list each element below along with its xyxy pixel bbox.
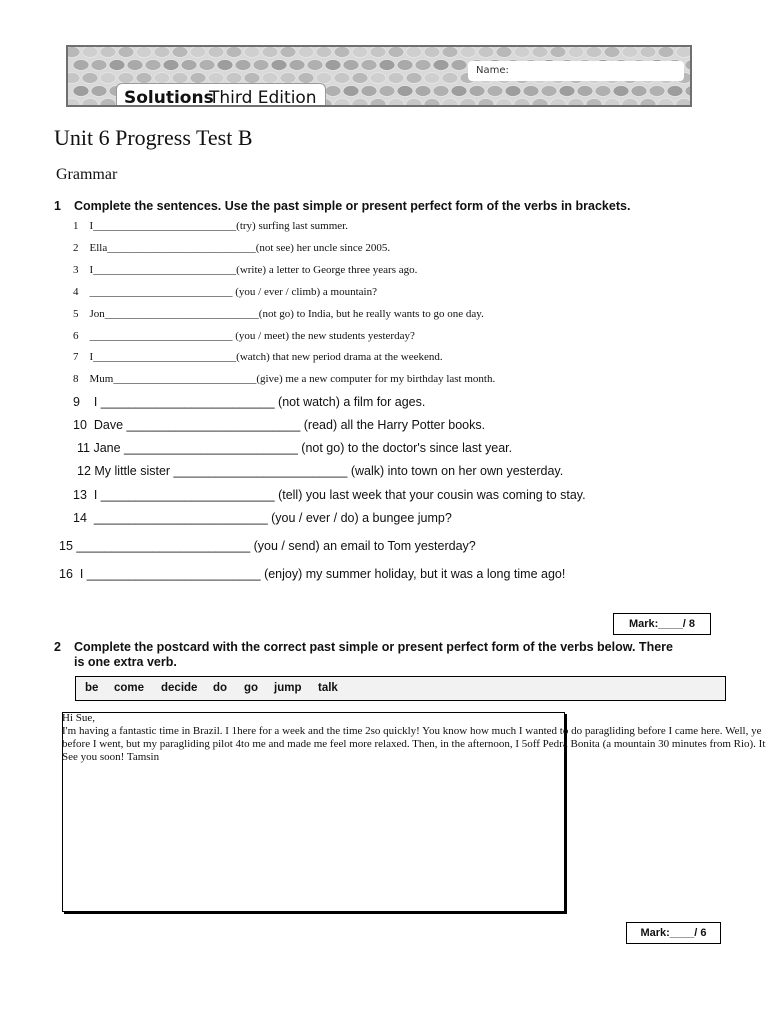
name-label: Name:	[476, 65, 509, 76]
verb-come: come	[114, 682, 145, 694]
brand-name: Solutions	[124, 88, 214, 107]
name-field[interactable]	[468, 61, 684, 81]
q1-item-7: 7 I__________________________(watch) that new period drama at the weekend.	[73, 351, 443, 363]
verb-be: be	[85, 682, 99, 694]
verb-jump: jump	[274, 682, 302, 694]
q1-mark-box: Mark:____/ 8	[613, 613, 711, 635]
q1-item-11: 11 Jane _________________________ (not go) to the doctor's since last year.	[77, 441, 513, 455]
q1-item-6: 6 __________________________ (you / meet) the new students yesterday?	[73, 330, 415, 342]
q1-item-13: 13 I _________________________ (tell) you last week that your cousin was coming to stay.	[73, 488, 586, 502]
verb-talk: talk	[318, 682, 338, 694]
postcard-signoff: See you soon! Tamsin	[62, 751, 160, 763]
edition-label: Third Edition	[209, 88, 317, 107]
section-title: Grammar	[56, 166, 118, 183]
verb-bank	[75, 676, 726, 701]
q1-item-14: 14 _________________________ (you / ever / do) a bungee jump?	[73, 511, 452, 525]
q2-instruction-line1: Complete the postcard with the correct past simple or present perfect form of the verbs below. There	[74, 640, 673, 654]
q2-mark-box: Mark:____/ 6	[626, 922, 721, 944]
postcard-line-3: before I went, but my paragliding pilot 4to me and made me feel more relaxed. Then, in the afternoon, I 5off Pedra Bonita (a mountain 30 minutes from Rio). It	[62, 738, 766, 750]
verb-do: do	[213, 682, 228, 694]
verb-go: go	[244, 682, 259, 694]
q1-instruction: Complete the sentences. Use the past simple or present perfect form of the verbs in brackets.	[74, 199, 631, 213]
q1-item-1: 1 I__________________________(try) surfing last summer.	[73, 220, 348, 232]
q2-number: 2	[54, 640, 61, 654]
q1-item-5: 5 Jon____________________________(not go) to India, but he really wants to go one day.	[73, 308, 484, 320]
q1-item-16: 16 I _________________________ (enjoy) my summer holiday, but it was a long time ago!	[59, 567, 566, 581]
q1-item-3: 3 I__________________________(write) a letter to George three years ago.	[73, 264, 418, 276]
q2-instruction-line2: is one extra verb.	[74, 655, 177, 669]
q1-item-9: 9 I _________________________ (not watch) a film for ages.	[73, 395, 426, 409]
postcard-line-2: I'm having a fantastic time in Brazil. I 1here for a week and the time 2so quickly! You know how much I wanted to do paragliding before I came here. Well, ye	[62, 725, 762, 737]
q1-item-4: 4 __________________________ (you / ever / climb) a mountain?	[73, 286, 377, 298]
q1-item-10: 10 Dave _________________________ (read) all the Harry Potter books.	[73, 418, 486, 432]
q1-item-2: 2 Ella___________________________(not see) her uncle since 2005.	[73, 242, 391, 254]
page-title: Unit 6 Progress Test B	[54, 125, 253, 150]
q1-item-12: 12 My little sister _________________________ (walk) into town on her own yesterday.	[77, 464, 564, 478]
q1-item-8: 8 Mum__________________________(give) me a new computer for my birthday last month.	[73, 373, 496, 385]
header-banner	[66, 45, 692, 107]
q1-item-15: 15 _________________________ (you / send) an email to Tom yesterday?	[59, 539, 476, 553]
verb-decide: decide	[161, 682, 198, 694]
postcard-greeting: Hi Sue,	[62, 712, 95, 724]
q1-number: 1	[54, 199, 61, 213]
